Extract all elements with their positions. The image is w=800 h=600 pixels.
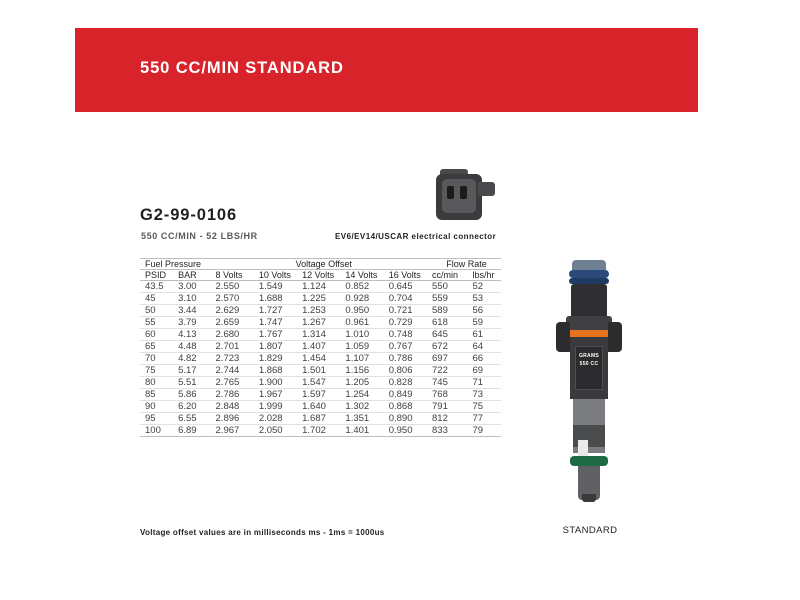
cell-bar: 3.10 [178,293,215,305]
cell-10v: 1.999 [259,401,302,413]
table-row [140,341,501,353]
page-title: 550 CC/MIN STANDARD [140,59,344,77]
cell-8v: 2.659 [216,317,259,329]
column-header-14-volts: 14 Volts [345,270,388,281]
cell-10v: 1.829 [259,353,302,365]
cell-16v: 0.729 [389,317,432,329]
cell-14v: 1.010 [345,329,388,341]
cell-psid: 43.5 [140,281,178,293]
part-number: G2-99-0106 [140,206,238,224]
injector-green-oring [570,456,608,466]
cell-psid: 90 [140,401,178,413]
cell-10v: 1.727 [259,305,302,317]
injector-label-size: 550 CC [579,361,599,367]
cell-16v: 0.806 [389,365,432,377]
cell-12v: 1.314 [302,329,345,341]
cell-8v: 2.629 [216,305,259,317]
cell-14v: 1.205 [345,377,388,389]
cell-16v: 0.849 [389,389,432,401]
cell-12v: 1.547 [302,377,345,389]
column-header-lbshr: lbs/hr [473,270,502,281]
group-header-flow-rate: Flow Rate [432,259,501,270]
cell-lbshr: 61 [473,329,502,341]
cell-lbshr: 64 [473,341,502,353]
table-row [140,425,501,437]
column-header-8-volts: 8 Volts [216,270,259,281]
cell-16v: 0.868 [389,401,432,413]
table-row [140,365,501,377]
column-header-ccmin: cc/min [432,270,473,281]
cell-12v: 1.501 [302,365,345,377]
cell-psid: 80 [140,377,178,389]
table-row [140,329,501,341]
cell-14v: 1.107 [345,353,388,365]
cell-lbshr: 69 [473,365,502,377]
cell-ccmin: 745 [432,377,473,389]
cell-10v: 1.747 [259,317,302,329]
cell-16v: 0.890 [389,413,432,425]
injector-caption: STANDARD [562,525,618,536]
cell-14v: 1.059 [345,341,388,353]
cell-bar: 6.55 [178,413,215,425]
cell-8v: 2.744 [216,365,259,377]
cell-psid: 55 [140,317,178,329]
cell-8v: 2.765 [216,377,259,389]
cell-psid: 85 [140,389,178,401]
cell-14v: 1.302 [345,401,388,413]
cell-lbshr: 66 [473,353,502,365]
part-subtitle: 550 CC/MIN - 52 LBS/HR [141,231,258,241]
cell-14v: 1.156 [345,365,388,377]
table-column-header-row [140,270,501,281]
cell-bar: 3.44 [178,305,215,317]
table-row [140,413,501,425]
cell-ccmin: 589 [432,305,473,317]
cell-12v: 1.253 [302,305,345,317]
column-header-psid: PSID [140,270,178,281]
cell-psid: 60 [140,329,178,341]
flow-data-table [140,258,501,437]
column-header-bar: BAR [178,270,215,281]
cell-bar: 5.51 [178,377,215,389]
cell-16v: 0.786 [389,353,432,365]
cell-ccmin: 833 [432,425,473,437]
cell-lbshr: 77 [473,413,502,425]
injector-upper-body [571,284,607,318]
cell-lbshr: 53 [473,293,502,305]
cell-10v: 1.807 [259,341,302,353]
cell-12v: 1.124 [302,281,345,293]
injector-label-brand: GRAMS [578,353,600,359]
cell-8v: 2.570 [216,293,259,305]
cell-10v: 1.967 [259,389,302,401]
group-header-fuel-pressure: Fuel Pressure [140,259,216,270]
cell-ccmin: 768 [432,389,473,401]
cell-bar: 6.89 [178,425,215,437]
cell-16v: 0.828 [389,377,432,389]
cell-psid: 70 [140,353,178,365]
header-banner [75,28,698,112]
cell-ccmin: 618 [432,317,473,329]
cell-10v: 1.688 [259,293,302,305]
cell-14v: 1.401 [345,425,388,437]
injector-nozzle [582,494,596,502]
cell-ccmin: 550 [432,281,473,293]
column-header-10-volts: 10 Volts [259,270,302,281]
cell-ccmin: 672 [432,341,473,353]
cell-ccmin: 645 [432,329,473,341]
cell-bar: 4.82 [178,353,215,365]
cell-lbshr: 75 [473,401,502,413]
cell-12v: 1.454 [302,353,345,365]
injector-orange-band [570,330,608,337]
cell-8v: 2.967 [216,425,259,437]
cell-12v: 1.640 [302,401,345,413]
cell-10v: 2.050 [259,425,302,437]
cell-12v: 1.267 [302,317,345,329]
cell-lbshr: 71 [473,377,502,389]
cell-16v: 0.767 [389,341,432,353]
cell-ccmin: 697 [432,353,473,365]
cell-bar: 3.00 [178,281,215,293]
cell-lbshr: 79 [473,425,502,437]
cell-bar: 5.17 [178,365,215,377]
cell-lbshr: 73 [473,389,502,401]
table-row [140,281,501,293]
cell-16v: 0.704 [389,293,432,305]
cell-10v: 1.767 [259,329,302,341]
cell-bar: 4.48 [178,341,215,353]
cell-10v: 1.549 [259,281,302,293]
table-row [140,305,501,317]
connector-icon [430,168,500,226]
table-group-header-row [140,259,501,270]
cell-lbshr: 56 [473,305,502,317]
cell-14v: 0.928 [345,293,388,305]
cell-8v: 2.786 [216,389,259,401]
cell-14v: 1.254 [345,389,388,401]
cell-14v: 1.351 [345,413,388,425]
table-row [140,317,501,329]
cell-bar: 6.20 [178,401,215,413]
table-footnote: Voltage offset values are in milliseconds ms - 1ms = 1000us [140,528,385,537]
cell-ccmin: 722 [432,365,473,377]
cell-psid: 65 [140,341,178,353]
cell-12v: 1.407 [302,341,345,353]
cell-8v: 2.848 [216,401,259,413]
cell-16v: 0.645 [389,281,432,293]
cell-psid: 75 [140,365,178,377]
cell-14v: 0.961 [345,317,388,329]
injector-image [548,258,632,520]
cell-8v: 2.680 [216,329,259,341]
injector-shoulder [566,316,612,330]
cell-8v: 2.896 [216,413,259,425]
column-header-16-volts: 16 Volts [389,270,432,281]
cell-12v: 1.702 [302,425,345,437]
injector-oring-top [569,270,609,278]
cell-16v: 0.721 [389,305,432,317]
cell-psid: 100 [140,425,178,437]
injector-clip-left [556,322,570,352]
cell-ccmin: 812 [432,413,473,425]
cell-10v: 1.868 [259,365,302,377]
table-row [140,401,501,413]
group-header-voltage-offset: Voltage Offset [216,259,432,270]
cell-12v: 1.597 [302,389,345,401]
connector-pin-left [447,186,454,199]
cell-ccmin: 559 [432,293,473,305]
cell-8v: 2.723 [216,353,259,365]
injector-clip-right [608,322,622,352]
cell-ccmin: 791 [432,401,473,413]
cell-lbshr: 52 [473,281,502,293]
cell-10v: 1.900 [259,377,302,389]
cell-12v: 1.225 [302,293,345,305]
cell-psid: 45 [140,293,178,305]
cell-16v: 0.748 [389,329,432,341]
table-row [140,377,501,389]
cell-bar: 4.13 [178,329,215,341]
cell-8v: 2.550 [216,281,259,293]
cell-10v: 2.028 [259,413,302,425]
table-row [140,389,501,401]
cell-12v: 1.687 [302,413,345,425]
connector-side-tab [478,182,495,196]
cell-14v: 0.852 [345,281,388,293]
cell-psid: 95 [140,413,178,425]
cell-14v: 0.950 [345,305,388,317]
table-row [140,293,501,305]
table-row [140,353,501,365]
column-header-12-volts: 12 Volts [302,270,345,281]
cell-psid: 50 [140,305,178,317]
injector-label [575,346,603,390]
connector-caption: EV6/EV14/USCAR electrical connector [335,232,497,241]
cell-16v: 0.950 [389,425,432,437]
connector-pin-right [460,186,467,199]
cell-bar: 5.86 [178,389,215,401]
cell-lbshr: 59 [473,317,502,329]
cell-bar: 3.79 [178,317,215,329]
cell-8v: 2.701 [216,341,259,353]
